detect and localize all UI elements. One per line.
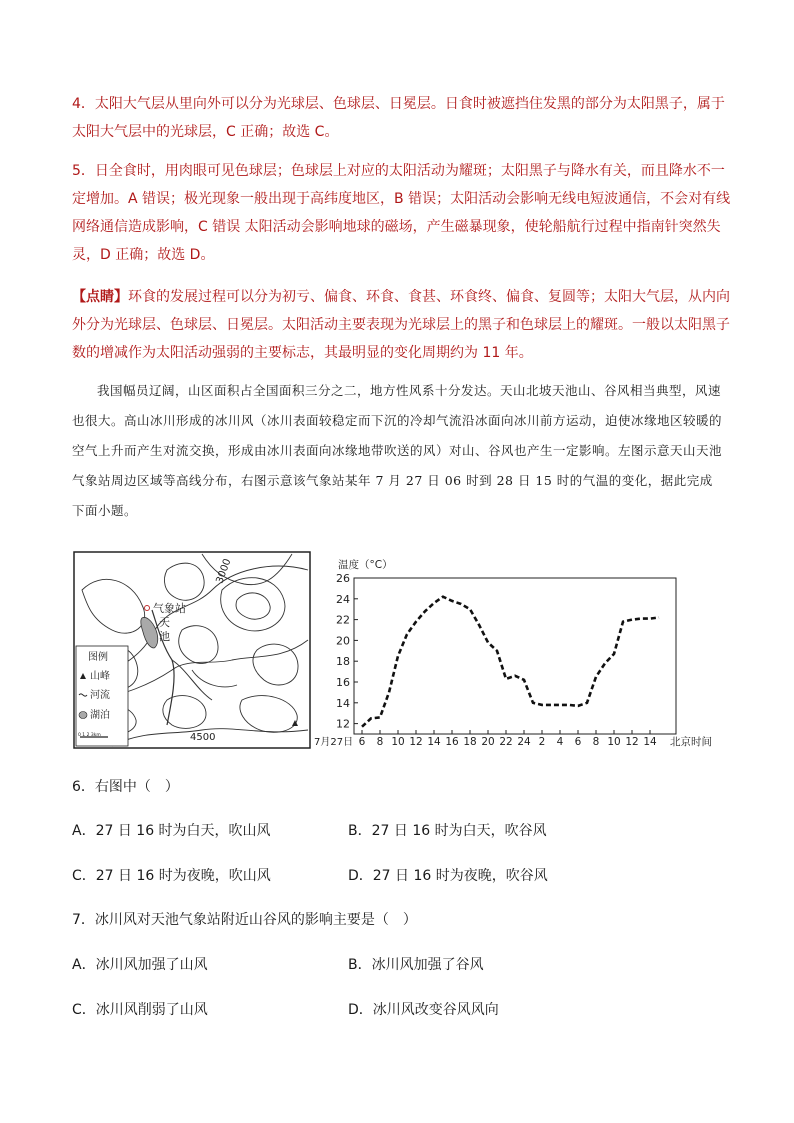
x-tick-label: 6 [358, 736, 366, 748]
y-tick-label: 22 [336, 613, 350, 627]
x-tick-label: 12 [625, 736, 639, 748]
y-tick-label: 12 [336, 717, 350, 731]
tip-text: 环食的发展过程可以分为初亏、偏食、环食、食甚、环食终、偏食、复圆等；太阳大气层，从内向外分为光球层、色球层、日冕层。太阳活动主要表现为光球层上的黑子和色球层上的耀斑。一般以太阳黑子数的增减作为太阳活动强弱的主要标志，其最明显的变化周期约为 11 年。 [72, 289, 730, 361]
legend-lake-icon [79, 712, 87, 719]
y-tick-label: 14 [336, 696, 350, 710]
station-label: 气象站 [153, 602, 186, 615]
x-axis-label: 北京时间 [670, 736, 712, 748]
contour-3000-label: 3000 [214, 557, 234, 586]
q6-option-a[interactable]: A．27 日 16 时为白天，吹山风 [72, 823, 271, 839]
y-tick-label: 24 [336, 592, 350, 606]
y-tick-label: 18 [336, 655, 350, 669]
answer-5: 5．日全食时，用肉眼可见色球层；色球层上对应的太阳活动为耀斑；太阳黑子与降水有关，而且降水不一定增加。A 错误；极光现象一般出现于高纬度地区，B 错误；太阳活动会影响无线电短波通信，不会对有线网络通信造成影响，C 错误 太阳活动会影响地球的磁场，产生磁暴现象，使轮船航行过程中指南针突然失灵，D 正确；故选 D。 [72, 163, 731, 263]
y-tick-label: 20 [336, 634, 350, 648]
y-tick-label: 16 [336, 676, 350, 689]
x-tick-label: 10 [607, 736, 621, 748]
tip-block [72, 283, 732, 367]
q6-option-b[interactable]: B．27 日 16 时为白天，吹谷风 [348, 823, 547, 839]
temperature-chart [312, 552, 722, 752]
x-tick-label: 18 [463, 736, 477, 748]
scale-label: 0 1 2 3km [78, 733, 101, 738]
contour-4500-label: 4500 [190, 732, 216, 743]
q7-option-a[interactable]: A．冰川风加强了山风 [72, 957, 208, 973]
legend-title: 图例 [88, 652, 108, 663]
q6-option-d[interactable]: D．27 日 16 时为夜晚，吹谷风 [348, 868, 548, 884]
y-axis-label: 温度（°C） [338, 559, 393, 571]
q7-option-d[interactable]: D．冰川风改变谷风风向 [348, 1002, 499, 1018]
q6-option-c[interactable]: C．27 日 16 时为夜晚，吹山风 [72, 868, 271, 884]
x-tick-label: 16 [445, 736, 459, 748]
contour-map [72, 550, 312, 750]
question-7-stem: 7．冰川风对天池气象站附近山谷风的影响主要是（ ） [72, 912, 417, 928]
question-6-stem: 6．右图中（ ） [72, 779, 179, 795]
q7-option-c[interactable]: C．冰川风削弱了山风 [72, 1002, 208, 1018]
legend-river-label: 河流 [90, 690, 110, 701]
x-tick-label: 10 [391, 736, 405, 748]
x-tick-label: 20 [481, 736, 495, 748]
answer-4: 4．太阳大气层从里向外可以分为光球层、色球层、日冕层。日食时被遮挡住发黑的部分为太阳黑子，属于太阳大气层中的光球层，C 正确；故选 C。 [72, 96, 725, 140]
lake-label-2: 池 [159, 630, 170, 643]
x-tick-label: 22 [499, 736, 513, 748]
reading-passage: 我国幅员辽阔，山区面积占全国面积三分之二，地方性风系十分发达。天山北坡天池山、谷风相当典型，风速也很大。高山冰川形成的冰川风（冰川表面较稳定而下沉的冷却气流沿冰面向冰川前方运动，迫使冰缘地区较暖的空气上升而产生对流交换，形成由冰川表面向冰缘地带吹送的风）对山、谷风也产生一定影响。左图示意天山天池气象站周边区域等高线分布，右图示意该气象站某年 7 月 27 日 06 时到 28 日 15 时的气温的变化，据此完成下面小题。 [72, 383, 723, 518]
x-tick-label: 14 [643, 736, 657, 748]
x-tick-label: 12 [409, 736, 423, 748]
legend-peak-label: 山峰 [90, 671, 110, 682]
legend-lake-label: 湖泊 [90, 710, 110, 721]
series-line [362, 597, 659, 727]
q7-option-b[interactable]: B．冰川风加强了谷风 [348, 957, 484, 973]
x-tick-label: 2 [538, 736, 546, 748]
tip-tag: 【点睛】 [72, 289, 128, 305]
lake-label-1: 天 [159, 616, 170, 629]
x-tick-label: 8 [376, 736, 384, 748]
x-tick-label: 4 [556, 736, 564, 748]
x-tick-label: 6 [574, 736, 582, 748]
x-start-label: 7月27日 [314, 737, 354, 748]
x-tick-label: 14 [427, 736, 441, 748]
plot-frame [354, 578, 676, 734]
x-tick-label: 8 [592, 736, 600, 748]
y-tick-label: 26 [336, 572, 350, 585]
x-tick-label: 24 [517, 736, 531, 748]
